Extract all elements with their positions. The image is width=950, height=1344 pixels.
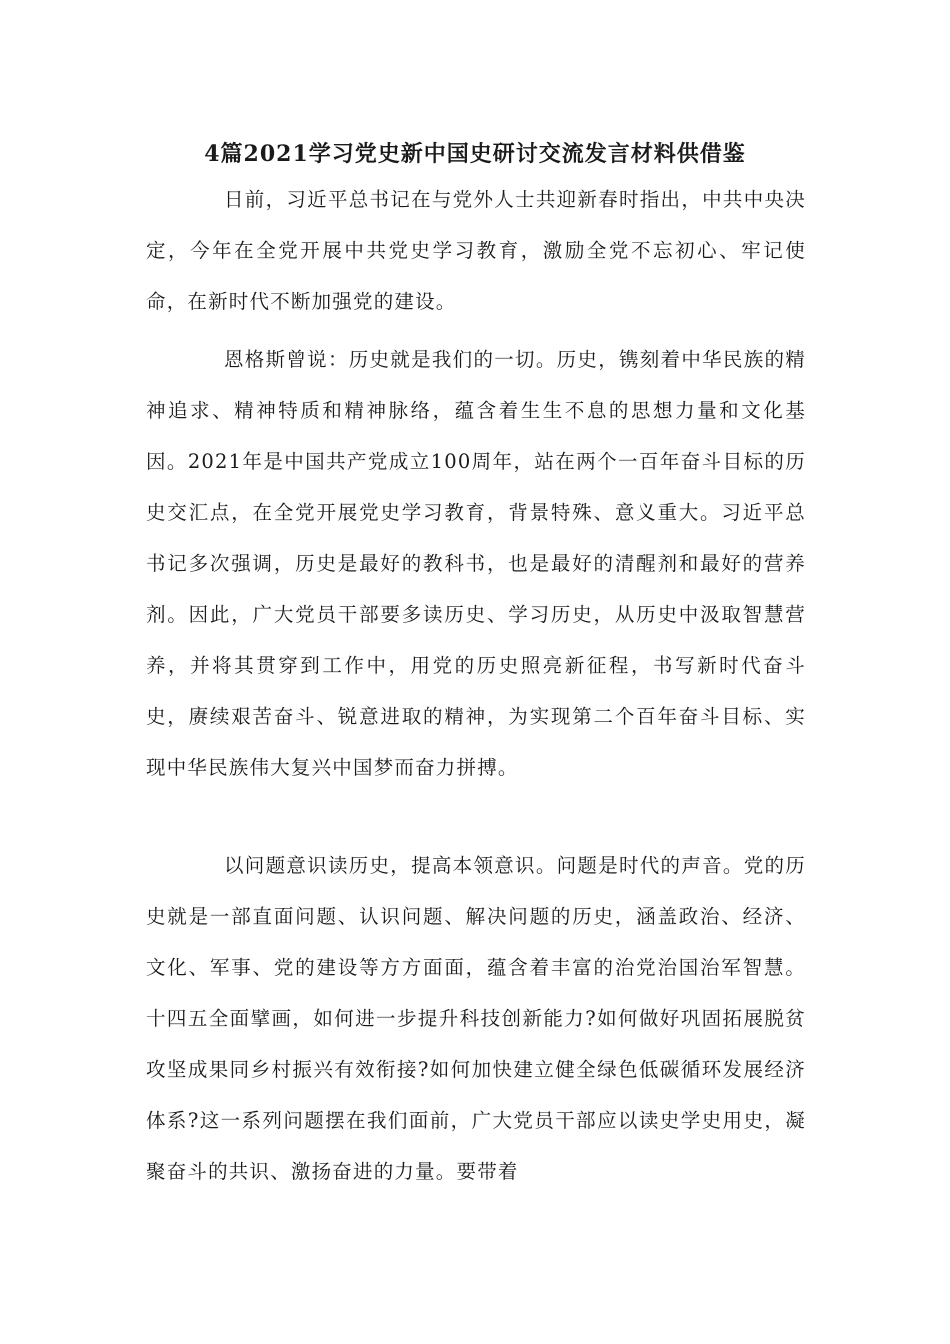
paragraph-3: 以问题意识读历史，提高本领意识。问题是时代的声音。党的历史就是一部直面问题、认识问题、解决问题的历史，涵盖政治、经济、文化、军事、党的建设等方方面面，蕴含着丰富的治党治国治军智慧。十四五全面擘画，如何进一步提升科技创新能力?如何做好巩固拓展脱贫攻坚成果同乡村振兴有效衔接?如何加快建立健全绿色低碳循环发展经济体系?这一系列问题摆在我们面前，广大党员干部应以读史学史用史，凝聚奋斗的共识、激扬奋进的力量。要带着 [146, 854, 806, 1183]
paragraph-1: 日前，习近平总书记在与党外人士共迎新春时指出，中共中央决定，今年在全党开展中共党史学习教育，激励全党不忘初心、牢记使命，在新时代不断加强党的建设。 [146, 188, 806, 313]
document-title: 4篇2021学习党史新中国史研讨交流发言材料供借鉴 [204, 141, 746, 167]
paragraph-2: 恩格斯曾说：历史就是我们的一切。历史，镌刻着中华民族的精神追求、精神特质和精神脉络，蕴含着生生不息的思想力量和文化基因。2021年是中国共产党成立100周年，站在两个一百年奋斗目标的历史交汇点，在全党开展党史学习教育，背景特殊、意义重大。习近平总书记多次强调，历史是最好的教科书，也是最好的清醒剂和最好的营养剂。因此，广大党员干部要多读历史、学习历史，从历史中汲取智慧营养，并将其贯穿到工作中，用党的历史照亮新征程，书写新时代奋斗史，赓续艰苦奋斗、锐意进取的精神，为实现第二个百年奋斗目标、实现中华民族伟大复兴中国梦而奋力拼搏。 [146, 348, 806, 779]
